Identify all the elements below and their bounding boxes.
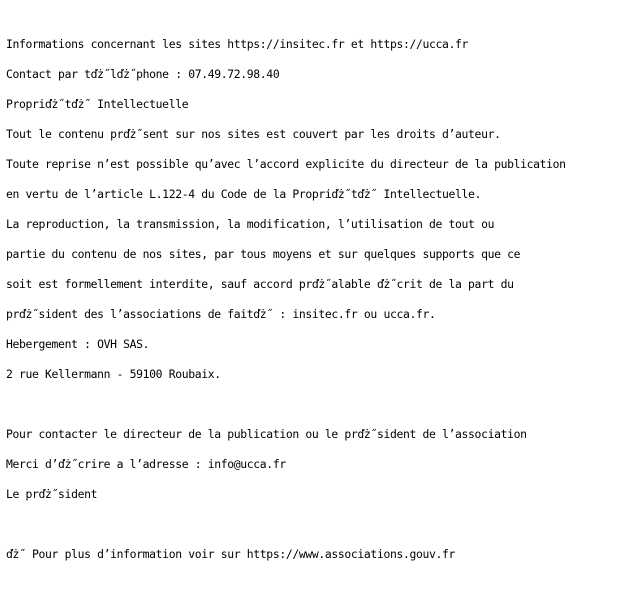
more-info-line: ďż˝ Pour plus d’information voir sur https://www.associations.gouv.fr	[6, 547, 456, 561]
reproduction-permission-line: Toute reprise n’est possible qu’avec l’accord explicite du directeur de la publication	[6, 157, 566, 171]
signature-line: Le prďż˝sident	[6, 487, 98, 501]
copyright-line: Tout le contenu prďż˝sent sur nos sites est couvert par les droits d’auteur.	[6, 127, 501, 141]
contact-director-line: Pour contacter le directeur de la publication ou le prďż˝sident de l’association	[6, 427, 527, 441]
prohibition-line-4: prďż˝sident des l’associations de faitďż˝ : insitec.fr ou ucca.fr.	[6, 307, 436, 321]
document-body	[6, 29, 636, 569]
sites-info-line: Informations concernant les sites https://insitec.fr et https://ucca.fr	[6, 37, 469, 51]
spacer	[6, 389, 636, 419]
prohibition-line-3: soit est formellement interdite, sauf accord prďż˝alable ďż˝crit de la part du	[6, 277, 514, 291]
legal-article-line: en vertu de l’article L.122-4 du Code de la Propriďż˝tďż˝ Intellectuelle.	[6, 187, 482, 201]
hosting-provider-line: Hebergement : OVH SAS.	[6, 337, 150, 351]
contact-phone-line: Contact par tďż˝lďż˝phone : 07.49.72.98.40	[6, 67, 280, 81]
section-heading-intellectual-property: Propriďż˝tďż˝ Intellectuelle	[6, 97, 189, 111]
spacer	[6, 509, 636, 539]
contact-email-line: Merci d’ďż˝crire a l’adresse : info@ucca.fr	[6, 457, 286, 471]
prohibition-line-1: La reproduction, la transmission, la modification, l’utilisation de tout ou	[6, 217, 495, 231]
hosting-address-line: 2 rue Kellermann - 59100 Roubaix.	[6, 367, 221, 381]
prohibition-line-2: partie du contenu de nos sites, par tous moyens et sur quelques supports que ce	[6, 247, 521, 261]
